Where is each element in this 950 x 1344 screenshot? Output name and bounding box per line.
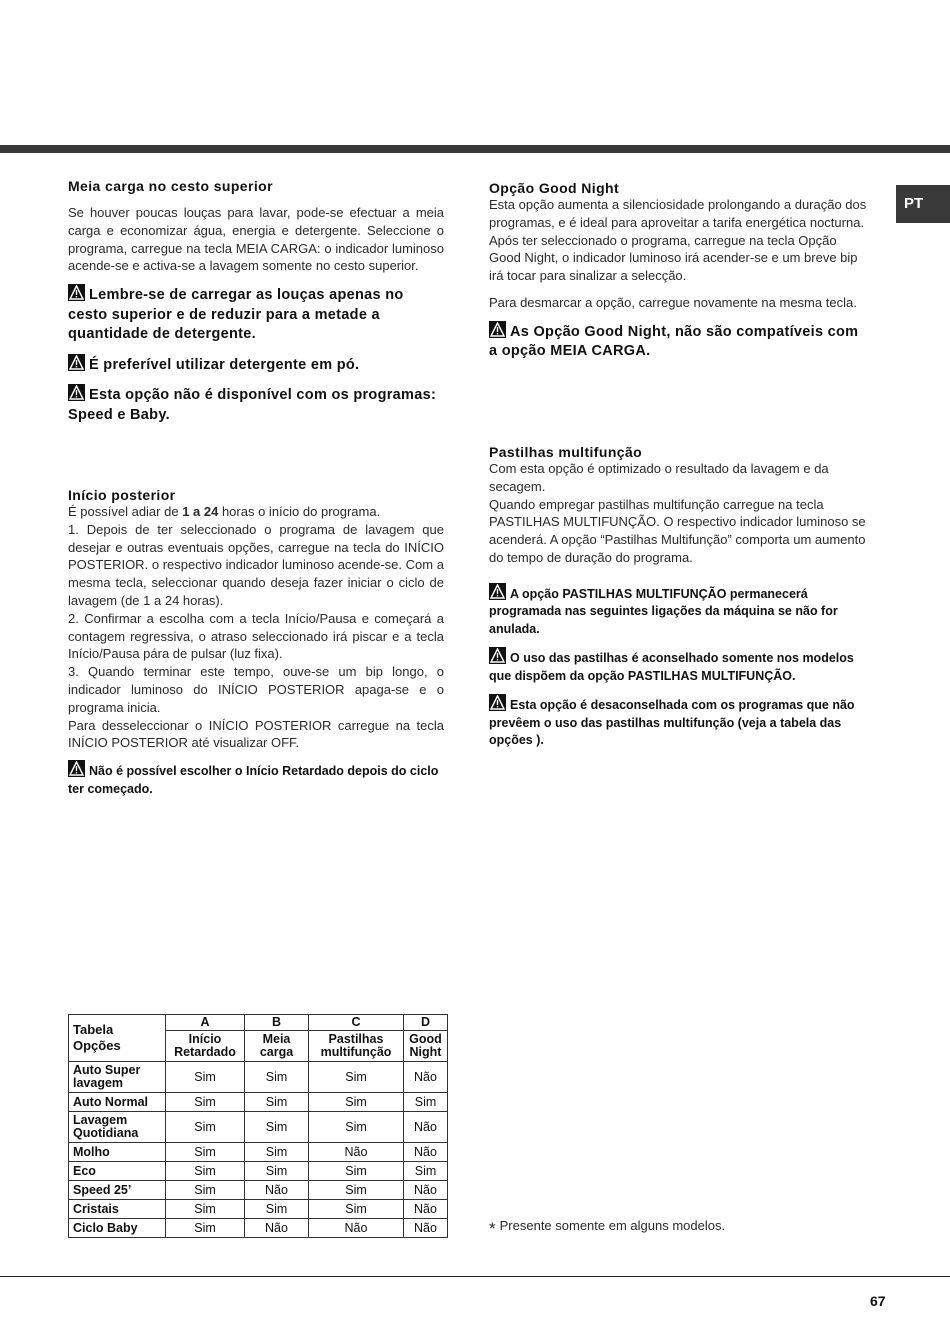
table-cell: Não	[404, 1062, 448, 1093]
warning-note: As Opção Good Night, não são compatíveis com a opção MEIA CARGA.	[489, 321, 867, 362]
table-row	[69, 1219, 448, 1238]
section-title: Início posterior	[68, 487, 176, 503]
warning-icon	[489, 583, 506, 600]
language-tab: PT	[896, 185, 950, 223]
column-letter: D	[404, 1015, 448, 1031]
table-cell: Sim	[166, 1162, 245, 1181]
section-pastilhas	[489, 444, 867, 750]
warning-icon	[489, 694, 506, 711]
paragraph: Para desmarcar a opção, carregue novamente na mesma tecla.	[489, 294, 857, 310]
column-header: Início Retardado	[166, 1031, 245, 1062]
table-cell: Não	[245, 1181, 309, 1200]
row-label: Auto Super lavagem	[69, 1062, 166, 1093]
section-meia-carga	[68, 178, 444, 425]
table-cell: Sim	[404, 1162, 448, 1181]
warning-note: Esta opção é desaconselhada com os programas que não prevêem o uso das pastilhas multifunção (veja a tabela das opções ).	[489, 694, 867, 750]
warning-note: O uso das pastilhas é aconselhado somente nos modelos que dispõem da opção PASTILHAS MULTIFUNÇÃO.	[489, 647, 867, 685]
table-cell: Não	[404, 1200, 448, 1219]
table-cell: Não	[309, 1143, 404, 1162]
table-cell: Sim	[245, 1143, 309, 1162]
section-inicio-posterior	[68, 487, 444, 798]
row-label: Lavagem Quotidiana	[69, 1112, 166, 1143]
warning-icon	[68, 384, 85, 401]
section-title: Meia carga no cesto superior	[68, 178, 273, 194]
warning-icon	[489, 321, 506, 338]
table-cell: Sim	[166, 1112, 245, 1143]
paragraph: Com esta opção é optimizado o resultado da lavagem e da secagem.	[489, 461, 829, 494]
warning-note: Esta opção não é disponível com os programas: Speed e Baby.	[68, 384, 444, 425]
bottom-rule	[0, 1276, 950, 1277]
footnote: * Presente somente em alguns modelos.	[489, 1218, 726, 1238]
warning-note: Não é possível escolher o Início Retardado depois do ciclo ter começado.	[68, 760, 444, 798]
paragraph: Esta opção aumenta a silenciosidade prolongando a duração dos programas, e é ideal para aproveitar a tarifa energética nocturna.	[489, 197, 867, 230]
warning-icon	[68, 354, 85, 371]
table-cell: Sim	[166, 1143, 245, 1162]
section-title: Opção Good Night	[489, 180, 620, 196]
column-header: Meia carga	[245, 1031, 309, 1062]
table-cell: Não	[404, 1143, 448, 1162]
paragraph: Se houver poucas louças para lavar, pode-se efectuar a meia carga e economizar água, energia e detergente. Seleccione o programa, carregue na tecla MEIA CARGA: o indicador luminoso acende-se e activa-se a lavagem somente no cesto superior.	[68, 205, 444, 274]
paragraph: Quando empregar pastilhas multifunção carregue na tecla PASTILHAS MULTIFUNÇÃO. O respectivo indicador luminoso se acenderá. A opção “Pastilhas Multifunção” comporta um aumento do tempo de duração do programa.	[489, 496, 866, 565]
table-cell: Sim	[309, 1162, 404, 1181]
footnote-star: *	[489, 1219, 496, 1238]
row-label: Speed 25’	[69, 1181, 166, 1200]
table-cell: Não	[404, 1219, 448, 1238]
paragraph: 1. Depois de ter seleccionado o programa de lavagem que desejar e outras eventuais opções, carregue na tecla do INÍCIO POSTERIOR. o respectivo indicador luminoso acende-se. Com a mesma tecla, seleccionar quando deseja fazer iniciar o ciclo de lavagem (de 1 a 24 horas).	[68, 521, 444, 608]
warning-note: A opção PASTILHAS MULTIFUNÇÃO permanecerá programada nas seguintes ligações da máquina se não for anulada.	[489, 583, 867, 639]
table-cell: Não	[404, 1112, 448, 1143]
column-letter: A	[166, 1015, 245, 1031]
column-header: Good Night	[404, 1031, 448, 1062]
paragraph: É possível adiar de 1 a 24 horas o início do programa.	[68, 504, 381, 519]
table-cell: Sim	[309, 1181, 404, 1200]
table-cell: Sim	[166, 1200, 245, 1219]
column-letter: C	[309, 1015, 404, 1031]
table-cell: Sim	[404, 1093, 448, 1112]
table-cell: Sim	[245, 1093, 309, 1112]
table-row	[69, 1162, 448, 1181]
table-cell: Sim	[166, 1219, 245, 1238]
page-number: 67	[870, 1293, 886, 1309]
table-cell: Sim	[166, 1093, 245, 1112]
row-label: Molho	[69, 1143, 166, 1162]
table-cell: Não	[245, 1219, 309, 1238]
table-row	[69, 1093, 448, 1112]
section-title: Pastilhas multifunção	[489, 444, 643, 460]
paragraph: 2. Confirmar a escolha com a tecla Início/Pausa e começará a contagem regressiva, o atraso seleccionado irá piscar e a tecla Início/Pausa pára de pulsar (luz fixa).	[68, 610, 444, 662]
table-cell: Sim	[166, 1181, 245, 1200]
table-cell: Sim	[309, 1062, 404, 1093]
table-cell: Sim	[245, 1112, 309, 1143]
table-row	[69, 1181, 448, 1200]
table-cell: Sim	[166, 1062, 245, 1093]
column-letter: B	[245, 1015, 309, 1031]
warning-note: É preferível utilizar detergente em pó.	[68, 354, 444, 376]
table-cell: Sim	[245, 1200, 309, 1219]
table-header-letters	[69, 1015, 448, 1031]
warning-icon	[68, 760, 85, 777]
warning-note: Lembre-se de carregar as louças apenas no cesto superior e de reduzir para a metade a quantidade de detergente.	[68, 284, 444, 345]
paragraph: Após ter seleccionado o programa, carregue na tecla Opção Good Night, o indicador luminoso irá acender-se e um breve bip irá tocar para sinalizar a selecção.	[489, 232, 858, 284]
table-row	[69, 1200, 448, 1219]
section-good-night	[489, 180, 867, 362]
table-row	[69, 1143, 448, 1162]
row-label: Ciclo Baby	[69, 1219, 166, 1238]
table-row	[69, 1112, 448, 1143]
table-cell: Não	[309, 1219, 404, 1238]
paragraph: Para desseleccionar o INÍCIO POSTERIOR carregue na tecla INÍCIO POSTERIOR até visualizar OFF.	[68, 717, 444, 751]
warning-icon	[68, 284, 85, 301]
row-label: Auto Normal	[69, 1093, 166, 1112]
options-table	[68, 1014, 448, 1238]
column-header: Pastilhas multifunção	[309, 1031, 404, 1062]
table-corner-label: Tabela Opções	[69, 1015, 166, 1062]
table-cell: Sim	[309, 1093, 404, 1112]
table-cell: Sim	[245, 1162, 309, 1181]
paragraph: 3. Quando terminar este tempo, ouve-se um bip longo, o indicador luminoso do INÍCIO POSTERIOR apaga-se e o programa inicia.	[68, 664, 444, 715]
table-cell: Sim	[309, 1112, 404, 1143]
row-label: Eco	[69, 1162, 166, 1181]
table-cell: Sim	[309, 1200, 404, 1219]
table-cell: Não	[404, 1181, 448, 1200]
table-row	[69, 1062, 448, 1093]
top-bar	[0, 145, 950, 153]
row-label: Cristais	[69, 1200, 166, 1219]
table-cell: Sim	[245, 1062, 309, 1093]
warning-icon	[489, 647, 506, 664]
